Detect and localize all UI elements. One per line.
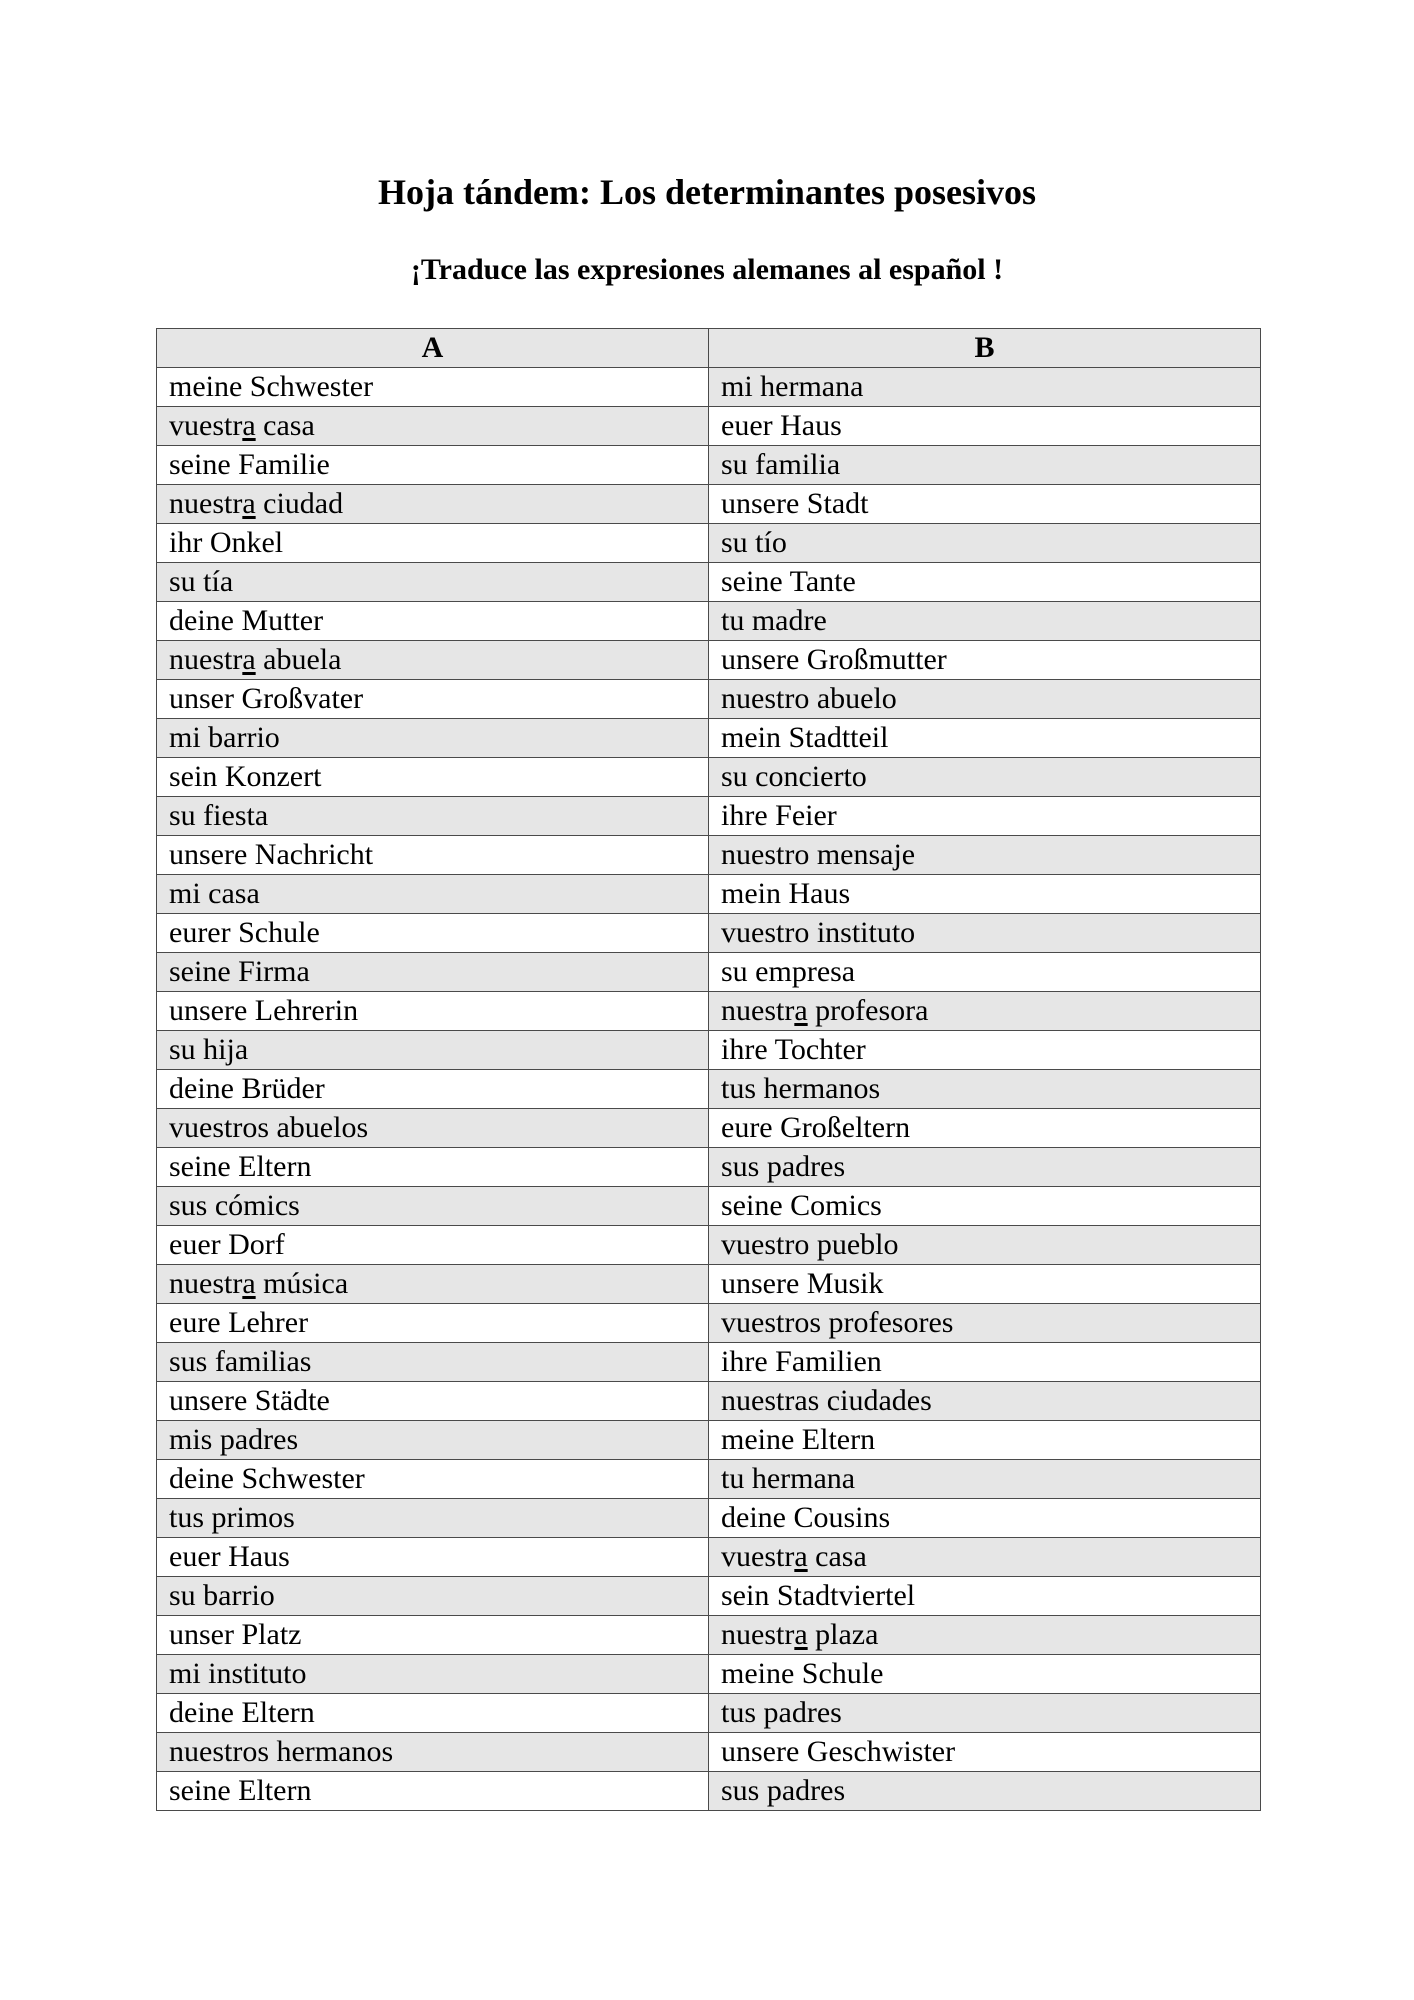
table-row [157,1070,1261,1109]
cell-b: nuestra plaza [709,1616,1261,1655]
underlined-ending: a [242,409,256,442]
cell-a: deine Schwester [157,1460,709,1499]
cell-a: deine Mutter [157,602,709,641]
column-header-a: A [157,329,709,368]
cell-b: meine Eltern [709,1421,1261,1460]
cell-b: tus hermanos [709,1070,1261,1109]
cell-b: unsere Stadt [709,485,1261,524]
table-row [157,1226,1261,1265]
table-row [157,680,1261,719]
table-row [157,953,1261,992]
cell-b: su familia [709,446,1261,485]
cell-b: deine Cousins [709,1499,1261,1538]
cell-b: eure Großeltern [709,1109,1261,1148]
cell-a: euer Dorf [157,1226,709,1265]
table-row [157,485,1261,524]
cell-b: mein Stadtteil [709,719,1261,758]
cell-a: mi instituto [157,1655,709,1694]
cell-a: su tía [157,563,709,602]
cell-b: sus padres [709,1148,1261,1187]
cell-b: unsere Großmutter [709,641,1261,680]
table-row [157,563,1261,602]
cell-b: sus padres [709,1772,1261,1811]
underlined-ending: a [794,994,808,1027]
table-row [157,875,1261,914]
cell-a: nuestra música [157,1265,709,1304]
page-title: Hoja tándem: Los determinantes posesivos [378,172,1036,212]
cell-a: su barrio [157,1577,709,1616]
cell-a: nuestros hermanos [157,1733,709,1772]
cell-a: sus familias [157,1343,709,1382]
cell-b: meine Schule [709,1655,1261,1694]
table-row [157,446,1261,485]
underlined-ending: a [794,1618,808,1651]
cell-a: vuestros abuelos [157,1109,709,1148]
cell-b: seine Comics [709,1187,1261,1226]
cell-a: unser Großvater [157,680,709,719]
table-row [157,1499,1261,1538]
table-row [157,1538,1261,1577]
cell-a: su hija [157,1031,709,1070]
cell-a: meine Schwester [157,368,709,407]
cell-a: deine Eltern [157,1694,709,1733]
underlined-ending: a [242,1267,256,1300]
table-row [157,914,1261,953]
underlined-ending: a [242,487,256,520]
table-body [157,368,1261,1811]
table-row [157,368,1261,407]
cell-b: vuestros profesores [709,1304,1261,1343]
cell-b: su tío [709,524,1261,563]
table-row [157,1694,1261,1733]
table-row [157,407,1261,446]
cell-a: deine Brüder [157,1070,709,1109]
table-header [157,329,1261,368]
table-row [157,836,1261,875]
table-row [157,1265,1261,1304]
cell-a: seine Eltern [157,1772,709,1811]
table-row [157,1733,1261,1772]
table-row [157,1304,1261,1343]
cell-b: tu hermana [709,1460,1261,1499]
cell-a: sus cómics [157,1187,709,1226]
cell-a: sein Konzert [157,758,709,797]
table-row [157,797,1261,836]
cell-a: nuestra abuela [157,641,709,680]
table-row [157,1577,1261,1616]
underlined-ending: a [794,1540,808,1573]
cell-a: seine Eltern [157,1148,709,1187]
cell-b: vuestro instituto [709,914,1261,953]
table-row [157,1109,1261,1148]
cell-b: su empresa [709,953,1261,992]
cell-a: eure Lehrer [157,1304,709,1343]
table-row [157,719,1261,758]
cell-b: nuestra profesora [709,992,1261,1031]
table-row [157,1187,1261,1226]
cell-a: nuestra ciudad [157,485,709,524]
table-row [157,1655,1261,1694]
cell-b: unsere Musik [709,1265,1261,1304]
cell-a: ihr Onkel [157,524,709,563]
cell-a: mi casa [157,875,709,914]
cell-b: vuestro pueblo [709,1226,1261,1265]
cell-a: eurer Schule [157,914,709,953]
cell-b: seine Tante [709,563,1261,602]
table-row [157,641,1261,680]
table-row [157,1421,1261,1460]
cell-a: seine Familie [157,446,709,485]
cell-b: ihre Familien [709,1343,1261,1382]
column-header-b: B [709,329,1261,368]
cell-b: nuestro abuelo [709,680,1261,719]
table-row [157,992,1261,1031]
tandem-table [156,328,1261,1811]
cell-b: mein Haus [709,875,1261,914]
cell-b: nuestras ciudades [709,1382,1261,1421]
cell-b: vuestra casa [709,1538,1261,1577]
cell-b: ihre Tochter [709,1031,1261,1070]
cell-b: nuestro mensaje [709,836,1261,875]
underlined-ending: a [242,643,256,676]
table-row [157,1343,1261,1382]
cell-b: tu madre [709,602,1261,641]
table-header-row [157,329,1261,368]
cell-b: mi hermana [709,368,1261,407]
cell-a: mis padres [157,1421,709,1460]
cell-b: su concierto [709,758,1261,797]
table-row [157,1616,1261,1655]
table-row [157,1772,1261,1811]
cell-b: euer Haus [709,407,1261,446]
cell-a: unsere Städte [157,1382,709,1421]
cell-a: euer Haus [157,1538,709,1577]
cell-b: ihre Feier [709,797,1261,836]
table-row [157,602,1261,641]
cell-a: su fiesta [157,797,709,836]
cell-a: unser Platz [157,1616,709,1655]
cell-a: vuestra casa [157,407,709,446]
cell-a: unsere Nachricht [157,836,709,875]
cell-b: sein Stadtviertel [709,1577,1261,1616]
cell-b: tus padres [709,1694,1261,1733]
cell-a: unsere Lehrerin [157,992,709,1031]
table-row [157,758,1261,797]
table-row [157,1382,1261,1421]
table-row [157,524,1261,563]
page-subtitle: ¡Traduce las expresiones alemanes al español ! [410,253,1004,286]
cell-a: mi barrio [157,719,709,758]
table-row [157,1460,1261,1499]
cell-a: tus primos [157,1499,709,1538]
cell-b: unsere Geschwister [709,1733,1261,1772]
table-row [157,1148,1261,1187]
table-row [157,1031,1261,1070]
cell-a: seine Firma [157,953,709,992]
